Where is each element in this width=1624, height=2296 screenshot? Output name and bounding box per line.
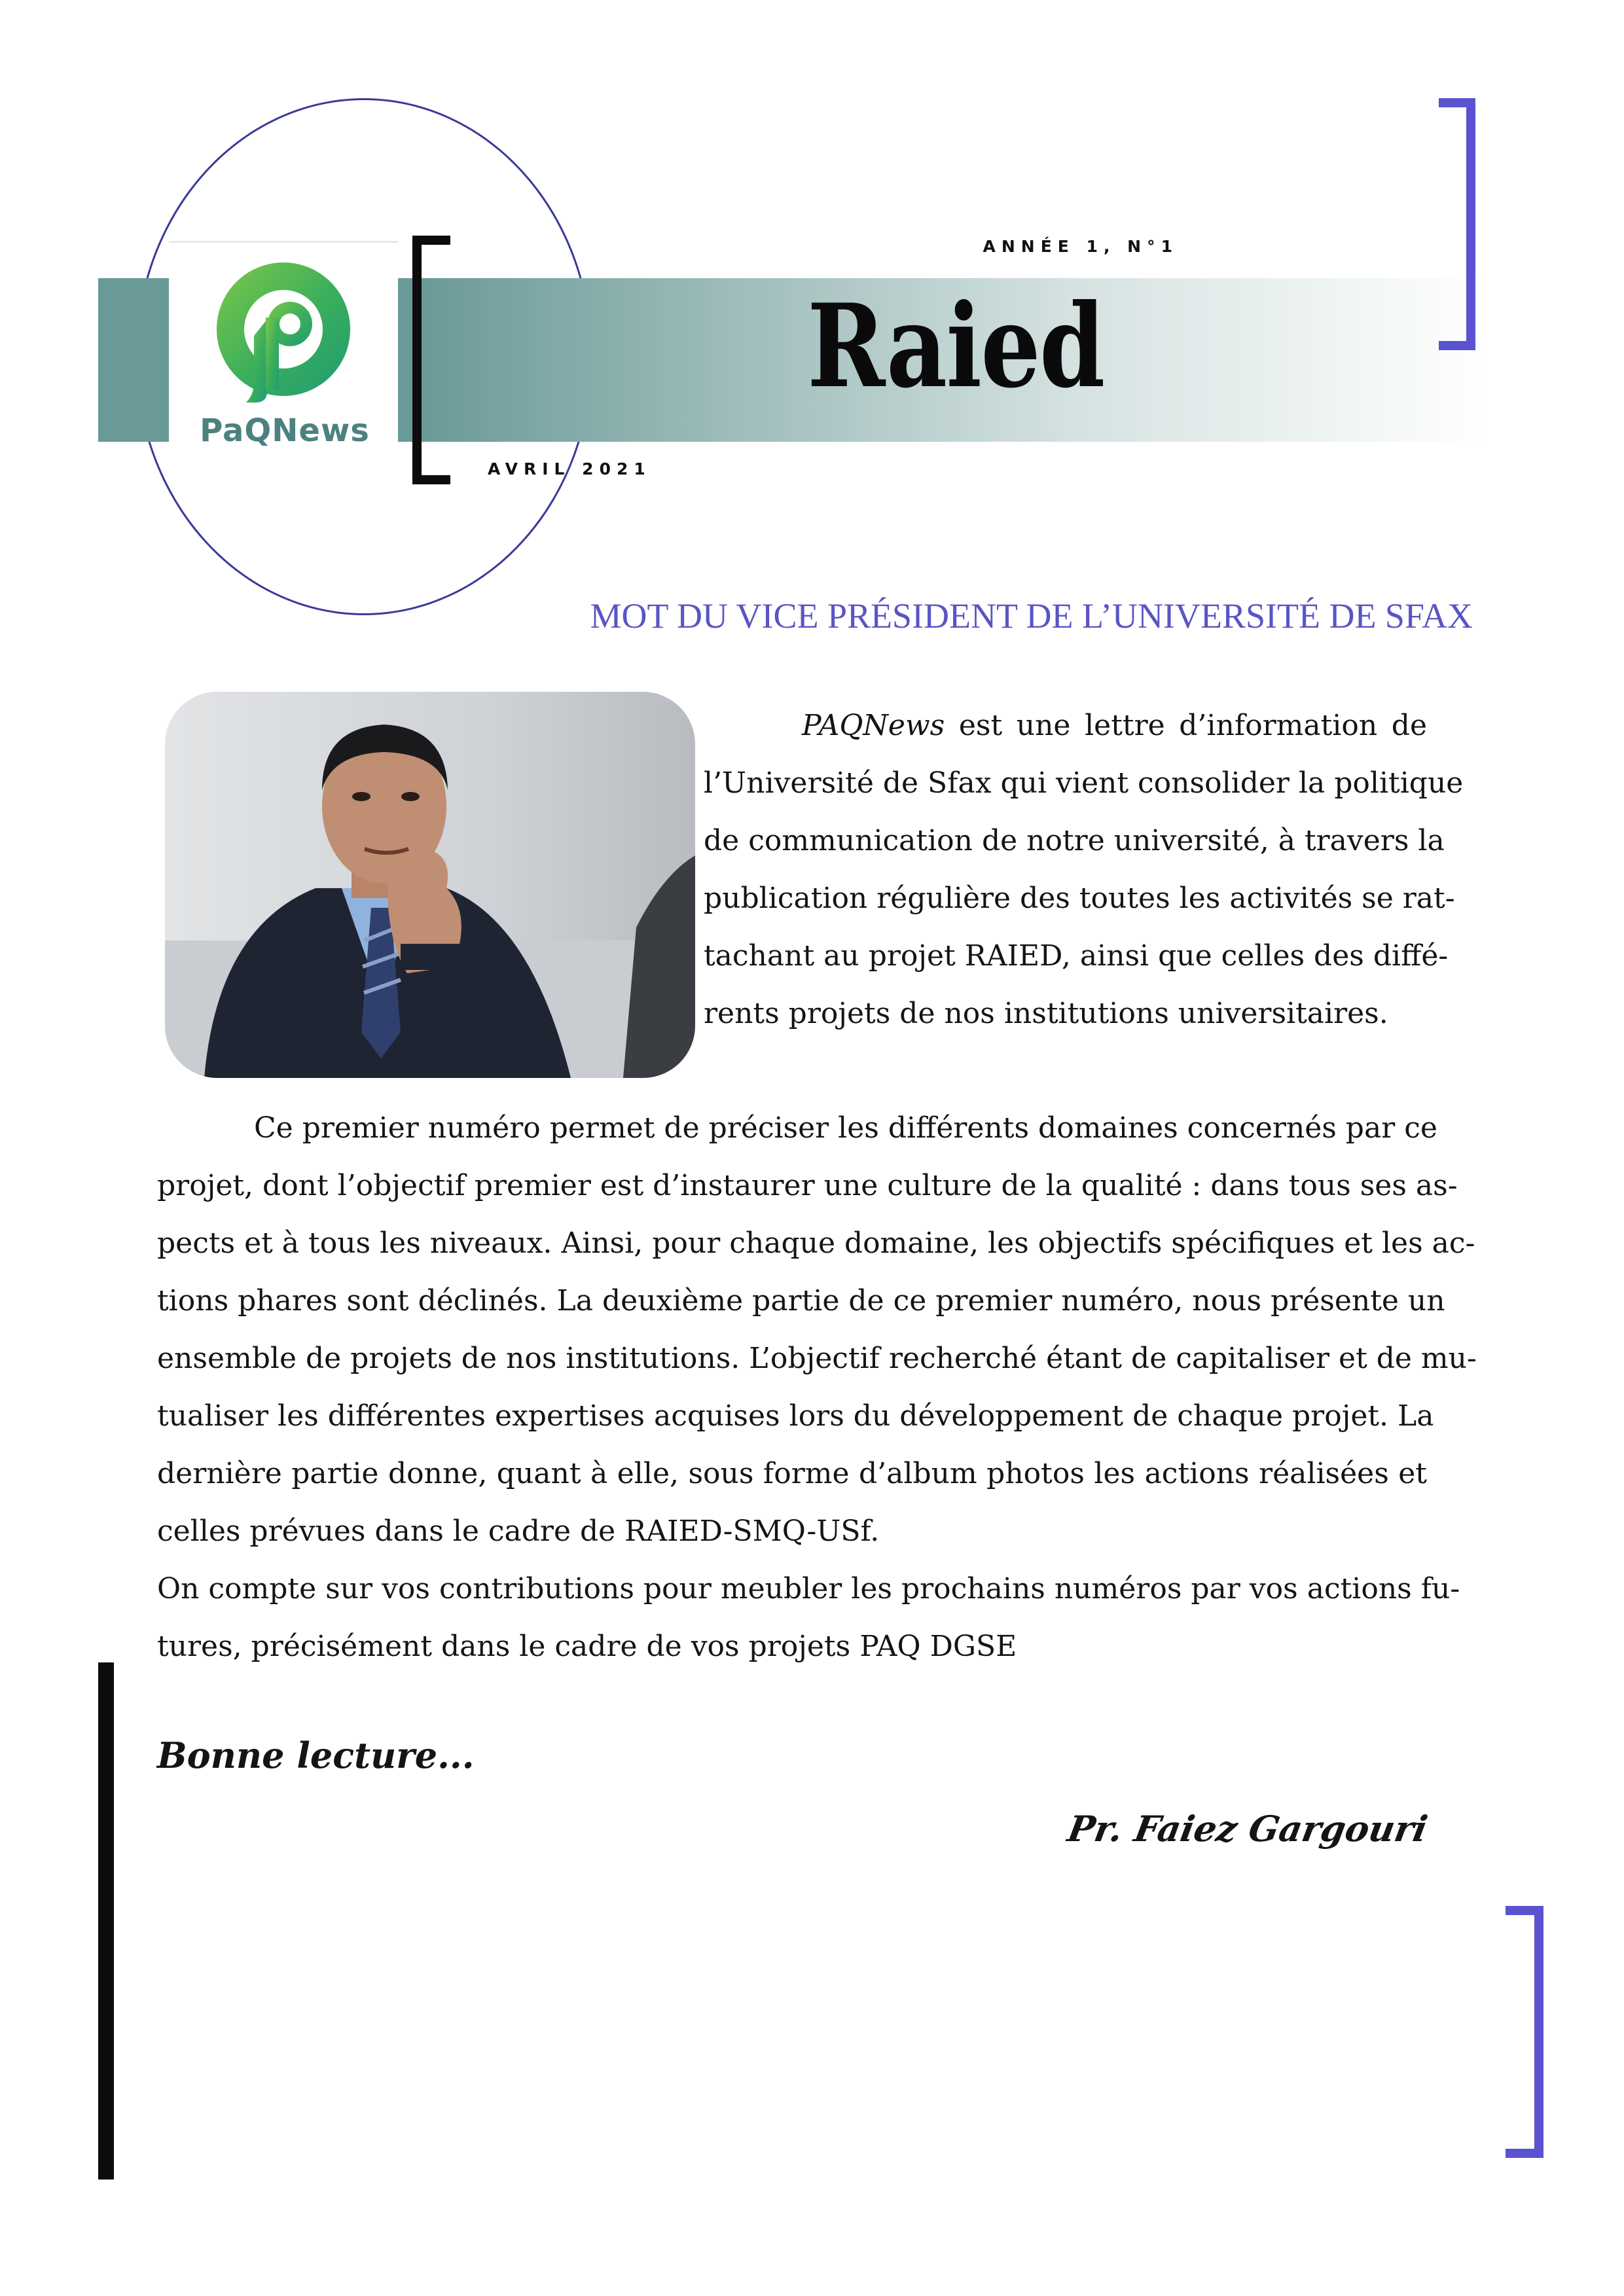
black-side-bar xyxy=(98,1662,114,2179)
main-line: ensemble de projets de nos institutions. L’objectif recherché étant de capitaliser et de mu- xyxy=(157,1342,1477,1375)
main-line: dernière partie donne, quant à elle, sous forme d’album photos les actions réalisées et xyxy=(157,1457,1427,1490)
intro-lead: PAQNews xyxy=(802,709,945,742)
logo-panel-rule xyxy=(169,241,398,243)
main-line: pects et à tous les niveaux. Ainsi, pour chaque domaine, les objectifs spécifiques et les ac- xyxy=(157,1227,1475,1260)
intro-paragraph xyxy=(704,697,1464,1043)
closing-line: Bonne lecture... xyxy=(157,1734,475,1776)
purple-bracket-bottom xyxy=(1506,1906,1543,2158)
purple-bracket-top xyxy=(1439,98,1475,350)
issue-date: AVRIL 2021 xyxy=(488,459,651,478)
black-bracket xyxy=(412,236,450,484)
main-line: tions phares sont déclinés. La deuxième partie de ce premier numéro, nous présente un xyxy=(157,1284,1445,1318)
section-heading: MOT DU VICE PRÉSIDENT DE L’UNIVERSITÉ DE SFAX xyxy=(590,596,1473,636)
main-paragraph xyxy=(157,1100,1477,1676)
intro-line: tachant au projet RAIED, ainsi que celles des diffé- xyxy=(704,939,1449,973)
portrait-photo xyxy=(165,692,695,1078)
newsletter-title: Raied xyxy=(807,279,1104,414)
teal-band-left xyxy=(98,278,169,442)
main-line: Ce premier numéro permet de préciser les différents domaines concernés par ce xyxy=(254,1111,1437,1145)
main-line: celles prévues dans le cadre de RAIED-SMQ-USf. xyxy=(157,1515,880,1548)
issue-number: ANNÉE 1, N°1 xyxy=(983,237,1178,256)
logo-wordmark: PaQNews xyxy=(200,412,370,449)
main-line: tures, précisément dans le cadre de vos projets PAQ DGSE xyxy=(157,1630,1017,1663)
main-line: projet, dont l’objectif premier est d’instaurer une culture de la qualité : dans tous ses as- xyxy=(157,1169,1458,1202)
signature: Pr. Faiez Gargouri xyxy=(1064,1808,1431,1850)
intro-line: de communication de notre université, à travers la xyxy=(704,824,1445,857)
main-line: tualiser les différentes expertises acquises lors du développement de chaque projet. La xyxy=(157,1399,1434,1433)
intro-line: PAQNews est une lettre d’information de xyxy=(802,709,1427,742)
intro-line: rents projets de nos institutions universitaires. xyxy=(704,997,1388,1030)
main-line: On compte sur vos contributions pour meubler les prochains numéros par vos actions fu- xyxy=(157,1572,1460,1605)
paqnews-logo-icon xyxy=(208,257,359,414)
intro-line: l’Université de Sfax qui vient consolider la politique xyxy=(704,766,1464,800)
intro-line: publication régulière des toutes les activités se rat- xyxy=(704,882,1455,915)
